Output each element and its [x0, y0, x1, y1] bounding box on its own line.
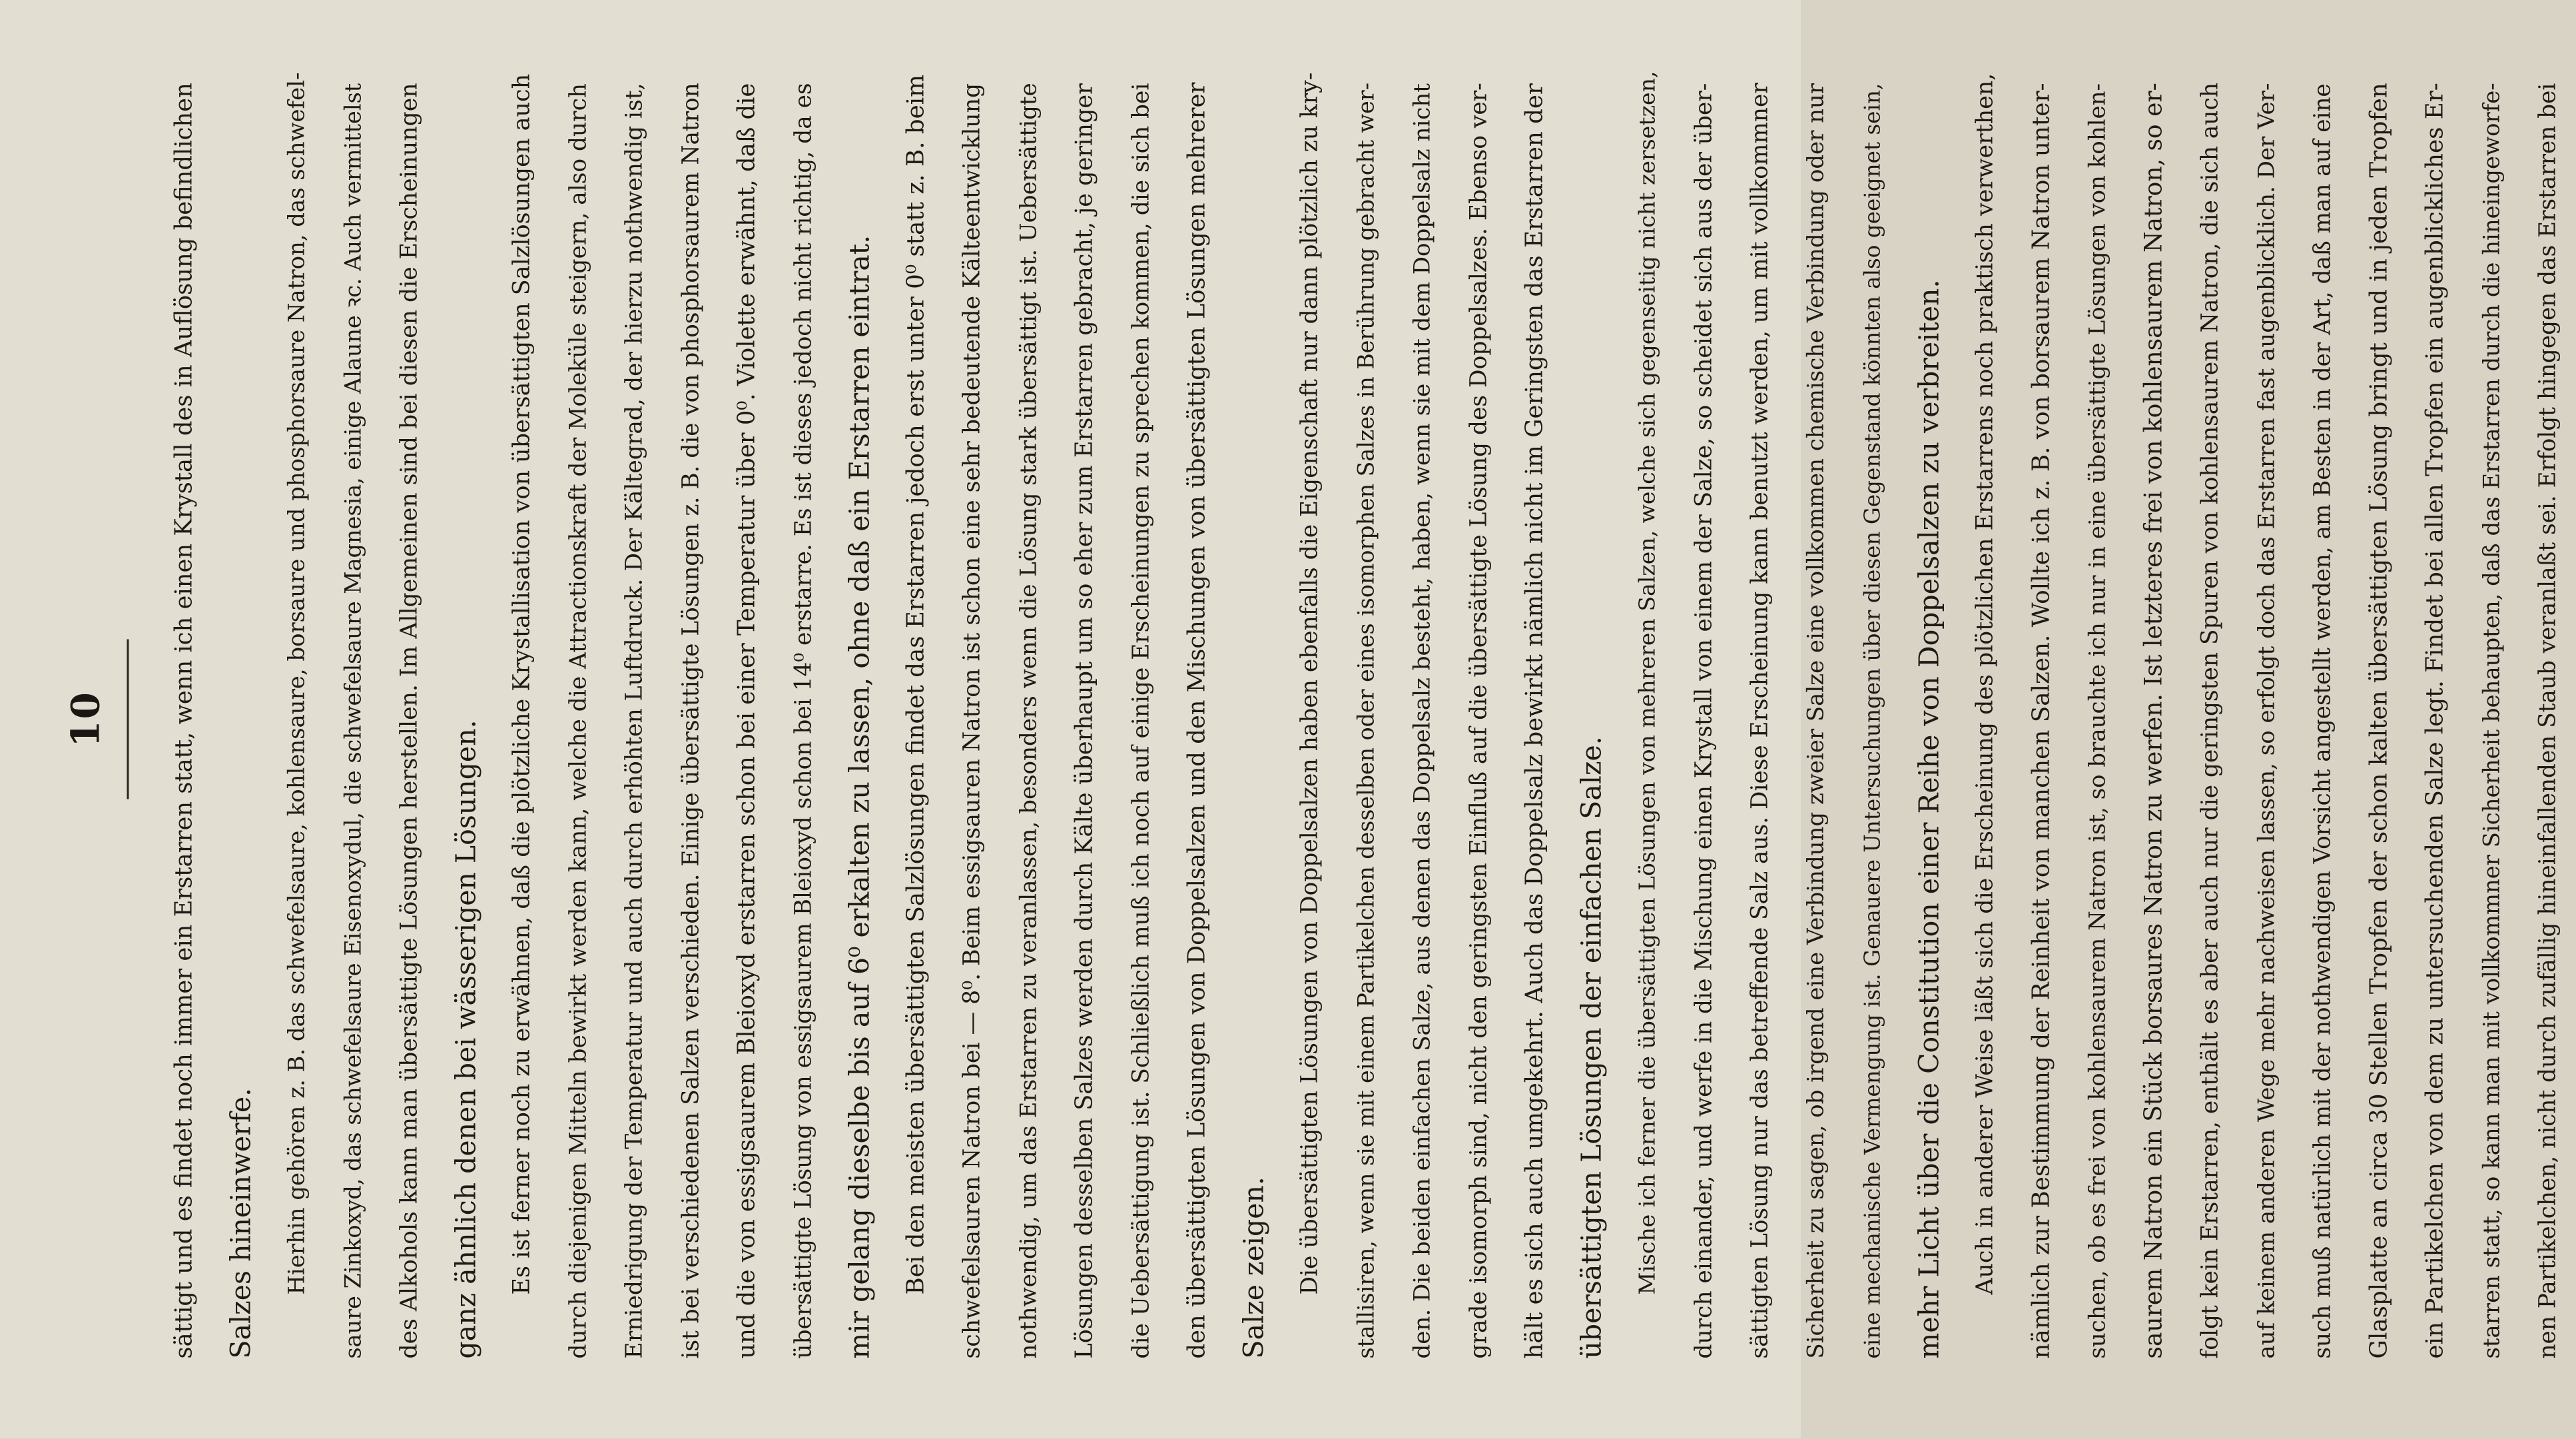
text-line: such muß natürlich mit der nothwendigen Vorsicht angestellt werden, am Besten in der Art, daß man auf eine: [2295, 77, 2352, 1359]
text-line: schwefelsauren Natron bei — 8⁰. Beim essigsauren Natron ist schon eine sehr bedeutende Kälteentwicklung: [944, 77, 1001, 1359]
paragraph-first-line: Bei den meisten übersättigten Salzlösungen findet das Erstarren jedoch erst unter 0⁰ statt z. B. beim: [888, 77, 944, 1359]
paragraph-first-line: Es ist ferner noch zu erwähnen, daß die plötzliche Krystallisation von übersättigten Salzlösungen auch: [494, 77, 551, 1359]
paragraph-first-line: Hierhin gehören z. B. das schwefelsaure, kohlensaure, borsaure und phosphorsaure Natron, das schwefel-: [269, 77, 326, 1359]
text-line: ganz ähnlich denen bei wässerigen Lösungen.: [438, 77, 494, 1359]
text-line: stallisiren, wenn sie mit einem Partikelchen desselben oder eines isomorphen Salzes in Berührung gebracht wer-: [1338, 77, 1395, 1359]
text-line: übersättigten Lösungen der einfachen Salze.: [1563, 77, 1620, 1359]
text-line: ist bei verschiedenen Salzen verschieden. Einige übersättigte Lösungen z. B. die von phosphorsaurem Natron: [663, 77, 719, 1359]
text-line: des Alkohols kann man übersättigte Lösungen herstellen. Im Allgemeinen sind bei diesen die Erscheinungen: [382, 77, 438, 1359]
text-line: übersättigte Lösung von essigsaurem Bleioxyd schon bei 14⁰ erstarre. Es ist dieses jedoch nicht richtig, da es: [775, 77, 832, 1359]
text-line: sättigten Lösung nur das betreffende Salz aus. Diese Erscheinung kann benutzt werden, um mit vollkommner: [1732, 77, 1789, 1359]
text-line: Salze zeigen.: [1225, 77, 1282, 1359]
text-line: folgt kein Erstarren, enthält es aber auch nur die geringsten Spuren von kohlensaurem Natron, die sich auch: [2182, 77, 2239, 1359]
text-line: Glasplatte an circa 30 Stellen Tropfen der schon kalten übersättigten Lösung bringt und in jeden Tropfen: [2351, 77, 2408, 1359]
text-line: Sicherheit zu sagen, ob irgend eine Verbindung zweier Salze eine vollkommen chemische Verbindung oder nur: [1788, 77, 1845, 1359]
text-line: nen Partikelchen, nicht durch zufällig hineinfallenden Staub veranlaßt sei. Erfolgt hingegen das Erstarren bei: [2520, 77, 2576, 1359]
text-line: saurem Natron ein Stück borsaures Natron zu werfen. Ist letzteres frei von kohlensaurem Natron, so er-: [2126, 77, 2182, 1359]
text-line: ein Partikelchen von dem zu untersuchenden Salze legt. Findet bei allen Tropfen ein augenblickliches Er-: [2408, 77, 2464, 1359]
paragraph-first-line: Mische ich ferner die übersättigten Lösungen von mehreren Salzen, welche sich gegenseitig nicht zersetzen,: [1620, 77, 1676, 1359]
page-header: [63, 1, 137, 1439]
text-line: hält es sich auch umgekehrt. Auch das Doppelsalz bewirkt nämlich nicht im Geringsten das Erstarren der: [1507, 77, 1564, 1359]
text-line: mir gelang dieselbe bis auf 6⁰ erkalten zu lassen, ohne daß ein Erstarren eintrat.: [832, 77, 888, 1359]
text-line: die Uebersättigung ist. Schließlich muß ich noch auf einige Erscheinungen zu sprechen kommen, die sich bei: [1113, 77, 1169, 1359]
text-line: saure Zinkoxyd, das schwefelsaure Eisenoxydul, die schwefelsaure Magnesia, einige Alaune ꝛc. Auch vermittelst: [325, 77, 382, 1359]
text-line: Erniedrigung der Temperatur und auch durch erhöhten Luftdruck. Der Kältegrad, der hierzu nothwendig ist,: [607, 77, 663, 1359]
text-line: mehr Licht über die Constitution einer Reihe von Doppelsalzen zu verbreiten.: [1901, 77, 1957, 1359]
text-line: suchen, ob es frei von kohlensaurem Natron ist, so brauchte ich nur in eine übersättigte Lösungen von kohlen-: [2070, 77, 2126, 1359]
text-line: und die von essigsaurem Bleioxyd erstarren schon bei einer Temperatur über 0⁰. Violette erwähnt, daß die: [719, 77, 776, 1359]
text-line: grade isomorph sind, nicht den geringsten Einfluß auf die übersättigte Lösung des Doppelsalzes. Ebenso ver-: [1450, 77, 1507, 1359]
header-rule: [127, 640, 129, 799]
paragraph-first-line: Auch in anderer Weise läßt sich die Erscheinung des plötzlichen Erstarrens noch praktisch verwerthen,: [1957, 77, 2014, 1359]
text-line: sättigt und es findet noch immer ein Erstarren statt, wenn ich einen Krystall des in Auflösung befindlichen: [157, 77, 213, 1359]
body-text: [157, 77, 2576, 1359]
rotated-page-content: [0, 1, 1801, 1439]
text-line: auf keinem anderen Wege mehr nachweisen lassen, so erfolgt doch das Erstarren fast augenblicklich. Der Ver-: [2238, 77, 2295, 1359]
paragraph-first-line: Die übersättigten Lösungen von Doppelsalzen haben ebenfalls die Eigenschaft nur dann plötzlich zu kry-: [1282, 77, 1339, 1359]
text-line: den übersättigten Lösungen von Doppelsalzen und den Mischungen von übersättigten Lösungen mehrerer: [1169, 77, 1226, 1359]
text-line: nothwendig, um das Erstarren zu veranlassen, besonders wenn die Lösung stark übersättigt ist. Uebersättigte: [1000, 77, 1057, 1359]
text-line: nämlich zur Bestimmung der Reinheit von manchen Salzen. Wollte ich z. B. von borsaurem Natron unter-: [2013, 77, 2070, 1359]
text-line: Salzes hineinwerfe.: [212, 77, 269, 1359]
text-line: durch diejenigen Mitteln bewirkt werden kann, welche die Attractionskraft der Moleküle steigern, also durch: [550, 77, 607, 1359]
text-line: durch einander, und werfe in die Mischung einen Krystall von einem der Salze, so scheidet sich aus der über-: [1676, 77, 1732, 1359]
text-line: den. Die beiden einfachen Salze, aus denen das Doppelsalz besteht, haben, wenn sie mit dem Doppelsalz nicht: [1395, 77, 1451, 1359]
text-line: Lösungen desselben Salzes werden durch Kälte überhaupt um so eher zum Erstarren gebracht, je geringer: [1057, 77, 1114, 1359]
text-line: eine mechanische Vermengung ist. Genauere Untersuchungen über diesen Gegenstand könnten also geeignet sein,: [1845, 77, 1901, 1359]
page-number: 10: [63, 686, 109, 753]
text-line: starren statt, so kann man mit vollkommner Sicherheit behaupten, daß das Erstarren durch die hineingeworfe-: [2463, 77, 2520, 1359]
